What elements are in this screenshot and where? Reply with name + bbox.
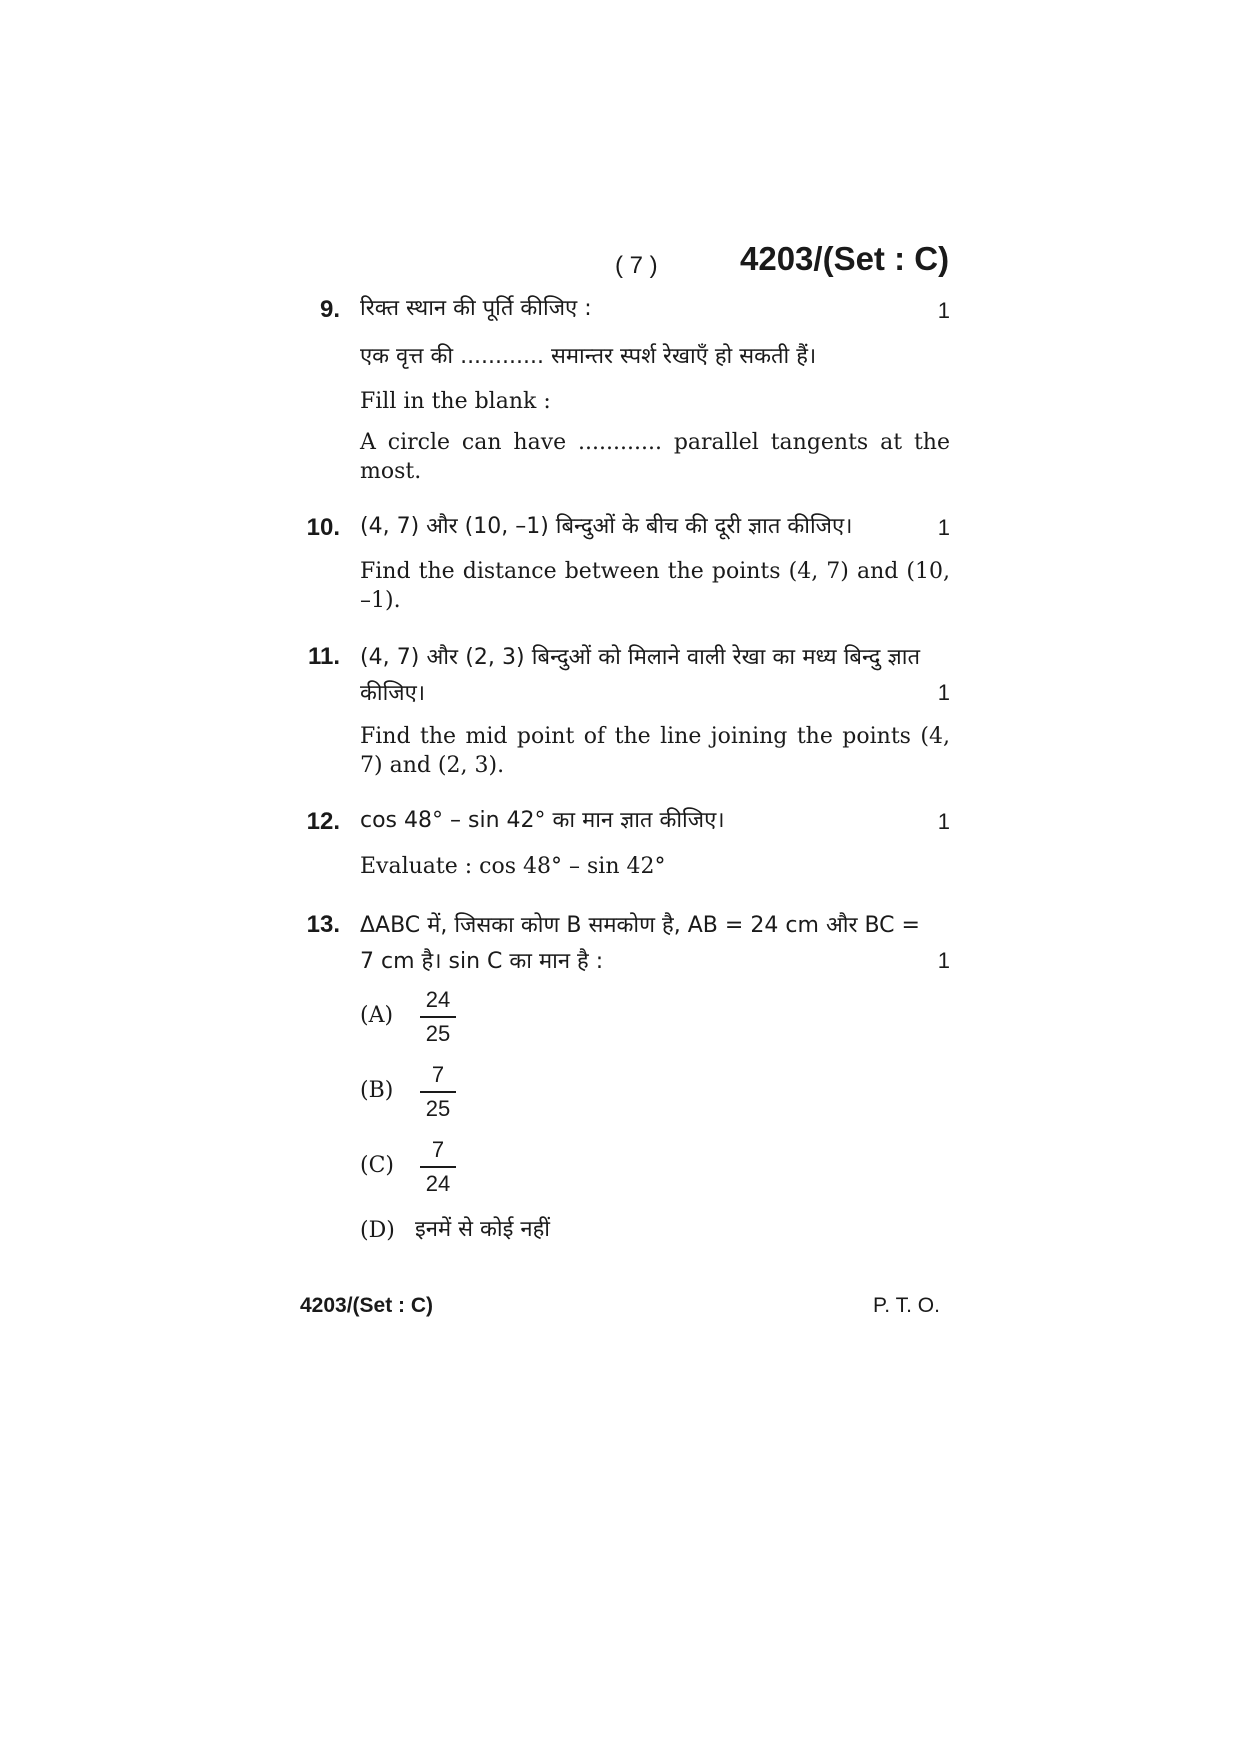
option-c-denominator: 24: [425, 1171, 451, 1196]
q10-english-prompt: Find the distance between the points (4, 7) and (10, –1).: [360, 559, 950, 613]
question-number-9: 9.: [319, 296, 340, 323]
q11-english-prompt: Find the mid point of the line joining the points (4, 7) and (2, 3).: [360, 724, 950, 778]
q10-hindi-prompt: (4, 7) और (10, –1) बिन्दुओं के बीच की दूरी ज्ञात कीजिए।: [360, 514, 853, 539]
q9-english-prompt: Fill in the blank :: [360, 389, 551, 414]
q9-hindi-statement: एक वृत्त की ............ समान्तर स्पर्श रेखाएँ हो सकती हैं।: [360, 344, 817, 369]
paper-code-footer: 4203/(Set : C): [300, 1294, 434, 1317]
page-number: ( 7 ): [615, 252, 658, 279]
option-a-numerator: 24: [425, 987, 451, 1012]
question-number-11: 11.: [307, 643, 340, 670]
option-d-text: इनमें से कोई नहीं: [415, 1217, 551, 1242]
q10-marks: 1: [937, 515, 950, 540]
option-c-label: (C): [360, 1153, 394, 1178]
option-a-denominator: 25: [425, 1021, 451, 1046]
option-b-fraction: [420, 1061, 456, 1123]
q11-marks: 1: [937, 680, 950, 705]
option-b-numerator: 7: [431, 1062, 445, 1087]
q12-marks: 1: [937, 809, 950, 834]
fraction-bar: [420, 1166, 456, 1168]
q13-hindi-prompt: ΔABC में, जिसका कोण B समकोण है, AB = 24 cm और BC = 7 cm है। sin C का मान है :: [360, 913, 920, 974]
question-number-12: 12.: [306, 808, 340, 835]
q9-hindi-prompt: रिक्त स्थान की पूर्ति कीजिए :: [360, 296, 592, 321]
option-b-denominator: 25: [425, 1096, 451, 1121]
option-a-fraction: [420, 986, 456, 1048]
paper-code-header: 4203/(Set : C): [740, 240, 950, 277]
option-d-label: (D): [360, 1218, 395, 1243]
option-c-fraction: [420, 1136, 456, 1198]
q12-english-prompt: Evaluate : cos 48° – sin 42°: [360, 854, 666, 879]
q9-marks: 1: [937, 298, 950, 323]
fraction-bar: [420, 1016, 456, 1018]
q9-english-statement: A circle can have ............ parallel tangents at the most.: [360, 430, 950, 484]
fraction-bar: [420, 1091, 456, 1093]
q13-marks: 1: [937, 948, 950, 973]
question-number-10: 10.: [306, 514, 340, 541]
option-b-label: (B): [360, 1078, 394, 1103]
question-number-13: 13.: [306, 911, 340, 938]
pto-label: P. T. O.: [873, 1294, 940, 1317]
q11-hindi-prompt: (4, 7) और (2, 3) बिन्दुओं को मिलाने वाली रेखा का मध्य बिन्दु ज्ञात कीजिए।: [360, 645, 920, 706]
q12-hindi-prompt: cos 48° – sin 42° का मान ज्ञात कीजिए।: [360, 808, 725, 833]
option-a-label: (A): [360, 1003, 394, 1028]
option-c-numerator: 7: [431, 1137, 445, 1162]
